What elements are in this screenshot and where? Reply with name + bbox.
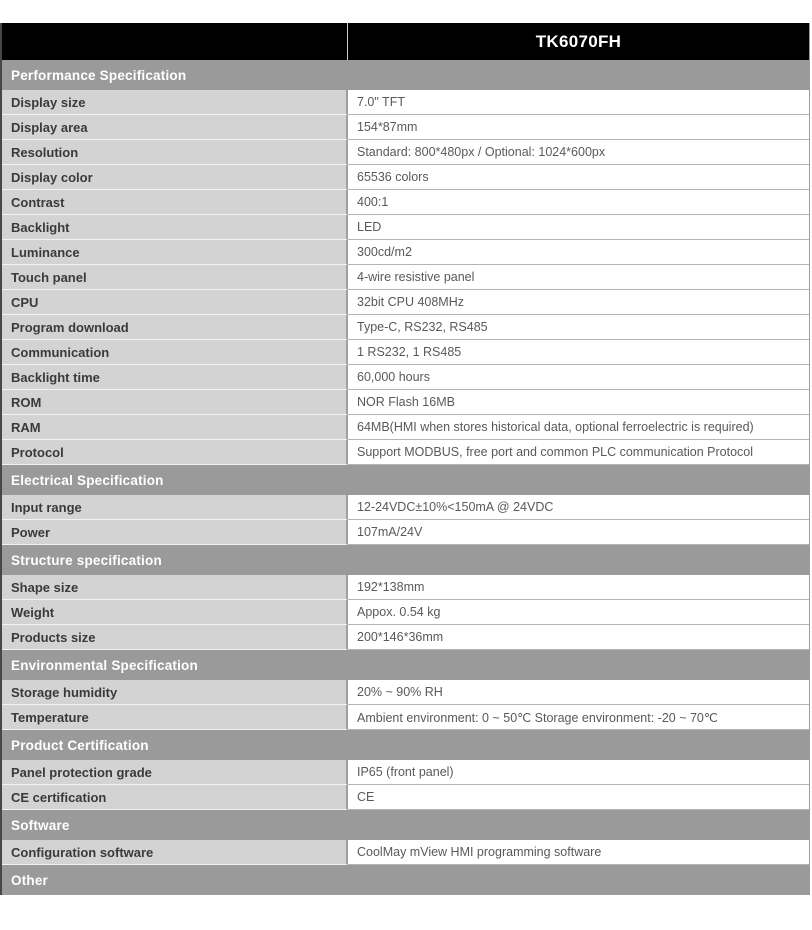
- section-header-other: [2, 865, 809, 895]
- section-title: Environmental Specification: [11, 657, 198, 673]
- spec-value: Type-C, RS232, RS485: [348, 315, 809, 340]
- section-title: Performance Specification: [11, 67, 187, 83]
- spec-value: IP65 (front panel): [348, 760, 809, 785]
- spec-row-resolution: [2, 140, 809, 165]
- spec-row-rom: [2, 390, 809, 415]
- spec-row-luminance: [2, 240, 809, 265]
- spec-row-protocol: [2, 440, 809, 465]
- section-title: Structure specification: [11, 552, 162, 568]
- spec-label: Products size: [2, 625, 348, 650]
- spec-label: Display area: [2, 115, 348, 140]
- section-title: Software: [11, 817, 70, 833]
- spec-value: 192*138mm: [348, 575, 809, 600]
- section-title: Other: [11, 872, 49, 888]
- spec-value: CoolMay mView HMI programming software: [348, 840, 809, 865]
- spec-row-power: [2, 520, 809, 545]
- section-header-structure-specification: [2, 545, 809, 575]
- spec-row-products-size: [2, 625, 809, 650]
- spec-label: Weight: [2, 600, 348, 625]
- spec-row-ram: [2, 415, 809, 440]
- spec-row-communication: [2, 340, 809, 365]
- spec-label: Panel protection grade: [2, 760, 348, 785]
- spec-label: Power: [2, 520, 348, 545]
- spec-value: 7.0" TFT: [348, 90, 809, 115]
- spec-label: RAM: [2, 415, 348, 440]
- spec-value: 12-24VDC±10%<150mA @ 24VDC: [348, 495, 809, 520]
- spec-value: 1 RS232, 1 RS485: [348, 340, 809, 365]
- spec-value: CE: [348, 785, 809, 810]
- spec-value: 300cd/m2: [348, 240, 809, 265]
- spec-value: 65536 colors: [348, 165, 809, 190]
- spec-label: Configuration software: [2, 840, 348, 865]
- spec-row-display-size: [2, 90, 809, 115]
- spec-value: 4-wire resistive panel: [348, 265, 809, 290]
- spec-value: 64MB(HMI when stores historical data, optional ferroelectric is required): [348, 415, 809, 440]
- spec-value: Appox. 0.54 kg: [348, 600, 809, 625]
- spec-row-backlight: [2, 215, 809, 240]
- spec-row-display-color: [2, 165, 809, 190]
- spec-label: Luminance: [2, 240, 348, 265]
- spec-value: Support MODBUS, free port and common PLC communication Protocol: [348, 440, 809, 465]
- section-title: Electrical Specification: [11, 472, 164, 488]
- spec-label: Backlight time: [2, 365, 348, 390]
- spec-label: ROM: [2, 390, 348, 415]
- spec-label: Storage humidity: [2, 680, 348, 705]
- section-title: Product Certification: [11, 737, 149, 753]
- spec-value: NOR Flash 16MB: [348, 390, 809, 415]
- spec-label: CPU: [2, 290, 348, 315]
- spec-row-contrast: [2, 190, 809, 215]
- spec-row-input-range: [2, 495, 809, 520]
- spec-value: 400:1: [348, 190, 809, 215]
- spec-row-panel-protection-grade: [2, 760, 809, 785]
- section-header-environmental-specification: [2, 650, 809, 680]
- spec-label: Resolution: [2, 140, 348, 165]
- spec-row-program-download: [2, 315, 809, 340]
- spec-label: Program download: [2, 315, 348, 340]
- section-header-software: [2, 810, 809, 840]
- spec-label: CE certification: [2, 785, 348, 810]
- spec-label: Touch panel: [2, 265, 348, 290]
- spec-value: LED: [348, 215, 809, 240]
- spec-label: Input range: [2, 495, 348, 520]
- spec-row-shape-size: [2, 575, 809, 600]
- section-header-product-certification: [2, 730, 809, 760]
- spec-table: [0, 23, 810, 895]
- spec-label: Display size: [2, 90, 348, 115]
- spec-value: 200*146*36mm: [348, 625, 809, 650]
- spec-value: Ambient environment: 0 ~ 50℃ Storage environment: -20 ~ 70℃: [348, 705, 809, 730]
- section-header-performance-specification: [2, 60, 809, 90]
- spec-row-weight: [2, 600, 809, 625]
- section-header-electrical-specification: [2, 465, 809, 495]
- spec-label: Temperature: [2, 705, 348, 730]
- spec-label: Backlight: [2, 215, 348, 240]
- spec-row-temperature: [2, 705, 809, 730]
- product-model-title: TK6070FH: [535, 31, 622, 51]
- spec-label: Contrast: [2, 190, 348, 215]
- spec-sections: [2, 60, 809, 895]
- spec-row-storage-humidity: [2, 680, 809, 705]
- spec-value: 107mA/24V: [348, 520, 809, 545]
- spec-row-backlight-time: [2, 365, 809, 390]
- spec-row-ce-certification: [2, 785, 809, 810]
- spec-value: 20% ~ 90% RH: [348, 680, 809, 705]
- spec-row-touch-panel: [2, 265, 809, 290]
- spec-value: 154*87mm: [348, 115, 809, 140]
- spec-value: 32bit CPU 408MHz: [348, 290, 809, 315]
- spec-row-display-area: [2, 115, 809, 140]
- model-header-empty-cell: [2, 23, 348, 60]
- spec-label: Display color: [2, 165, 348, 190]
- spec-row-configuration-software: [2, 840, 809, 865]
- spec-value: Standard: 800*480px / Optional: 1024*600px: [348, 140, 809, 165]
- spec-label: Communication: [2, 340, 348, 365]
- spec-label: Shape size: [2, 575, 348, 600]
- spec-row-cpu: [2, 290, 809, 315]
- spec-value: 60,000 hours: [348, 365, 809, 390]
- model-header-row: [2, 23, 809, 60]
- spec-label: Protocol: [2, 440, 348, 465]
